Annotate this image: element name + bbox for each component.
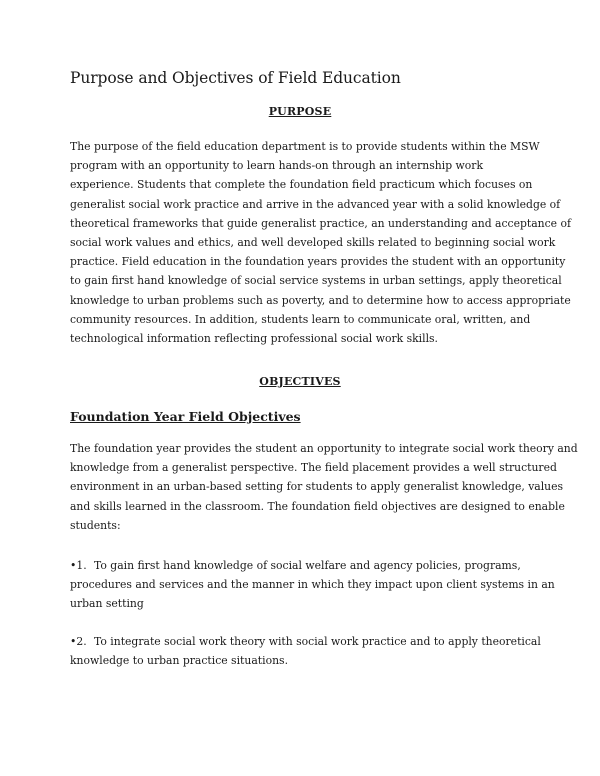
objective-line [70, 556, 540, 575]
purpose-line: to gain first hand knowledge of social service systems in urban settings, apply theoretical [70, 274, 562, 288]
foundation-line: knowledge from a generalist perspective. The field placement provides a well structured [70, 461, 557, 475]
purpose-paragraph [70, 137, 571, 348]
foundation-line: The foundation year provides the student an opportunity to integrate social work theory and [70, 442, 578, 455]
foundation-heading: Foundation Year Field Objectives [70, 409, 301, 424]
purpose-line: experience. Students that complete the foundation field practicum which focuses on [70, 178, 533, 192]
objective-item-1 [70, 556, 555, 614]
foundation-line: students: [70, 518, 121, 532]
objective-marker: •1. [70, 559, 87, 572]
foundation-paragraph [70, 439, 578, 535]
objective-line: procedures and services and the manner in which they impact upon client systems in an [70, 578, 555, 592]
objectives-heading: OBJECTIVES [259, 375, 341, 388]
objective-line: knowledge to urban practice situations. [70, 654, 289, 668]
purpose-line: community resources. In addition, students learn to communicate oral, written, and [70, 312, 531, 326]
purpose-line: practice. Field education in the foundation years provides the student with an opportunity [70, 255, 566, 269]
purpose-line: knowledge to urban problems such as poverty, and to determine how to access appropriate [70, 293, 571, 307]
purpose-line: social work values and ethics, and well developed skills related to beginning social work [70, 236, 556, 250]
purpose-line: generalist social work practice and arrive in the advanced year with a solid knowledge of [70, 197, 561, 211]
objective-marker: •2. [70, 635, 87, 648]
objective-line [70, 632, 540, 651]
purpose-heading: PURPOSE [268, 105, 332, 118]
purpose-line: program with an opportunity to learn hands-on through an internship work [70, 159, 483, 173]
foundation-line: environment in an urban-based setting for students to apply generalist knowledge, values [70, 480, 564, 494]
objective-line: urban setting [70, 597, 144, 611]
foundation-line: and skills learned in the classroom. The foundation field objectives are designed to enable [70, 499, 565, 513]
objective-item-2 [70, 632, 540, 670]
page-title: Purpose and Objectives of Field Education [70, 69, 401, 87]
objective-text: To gain first hand knowledge of social welfare and agency policies, programs, [94, 559, 521, 572]
purpose-line: technological information reflecting professional social work skills. [70, 332, 438, 346]
purpose-line: The purpose of the field education department is to provide students within the MSW [70, 140, 540, 153]
purpose-line: theoretical frameworks that guide generalist practice, an understanding and acceptance of [70, 216, 571, 230]
objective-text: To integrate social work theory with social work practice and to apply theoretical [94, 635, 541, 648]
